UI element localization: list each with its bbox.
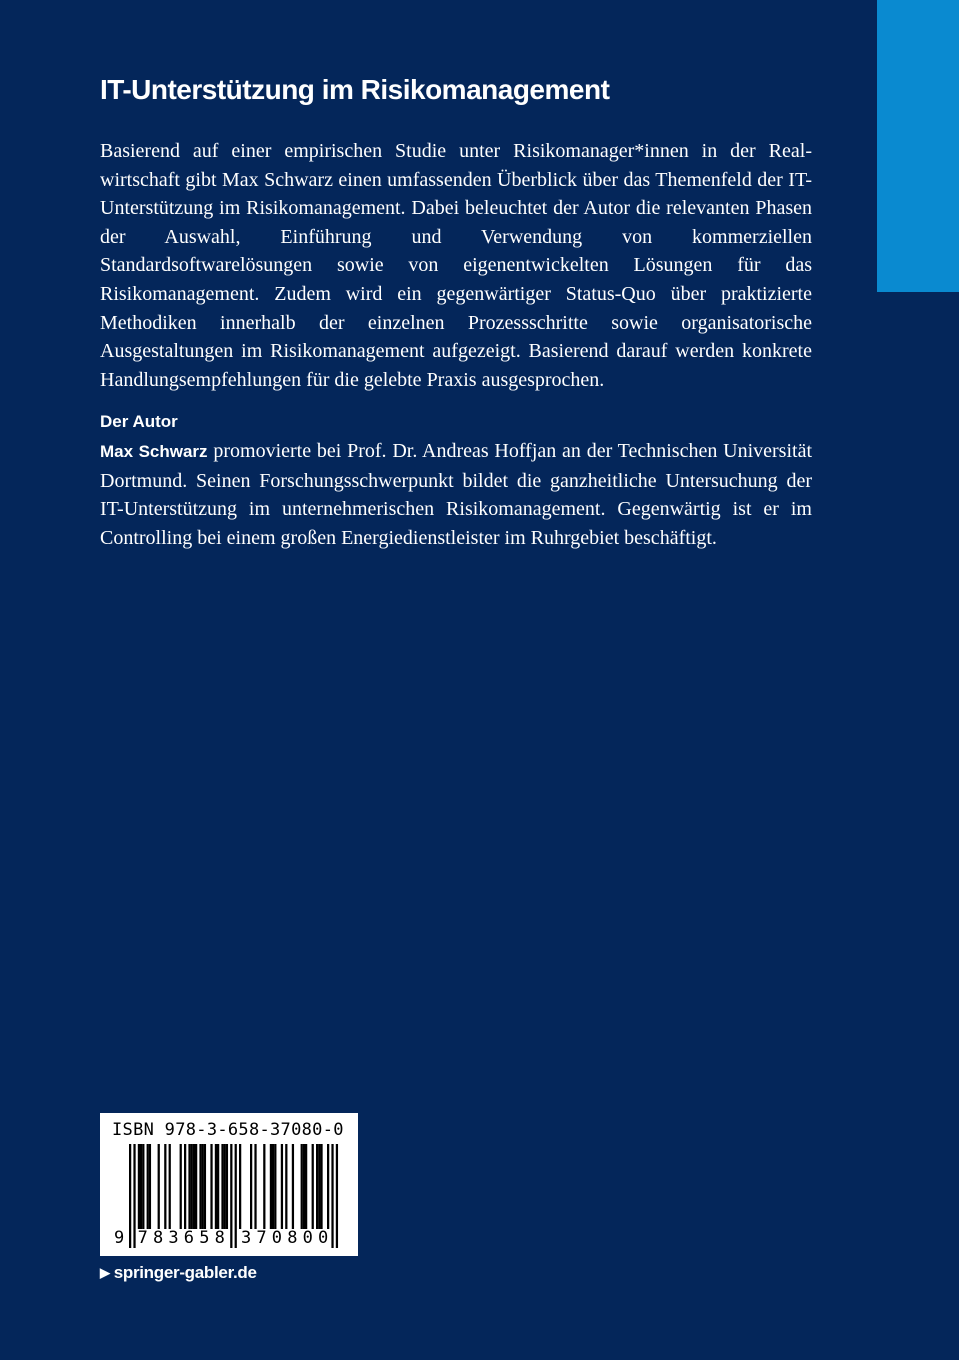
barcode-digit: 8 (214, 1228, 225, 1248)
barcode-bar (327, 1144, 329, 1229)
author-heading: Der Autor (100, 412, 178, 431)
barcode-bar (250, 1144, 252, 1229)
barcode-digit: 8 (153, 1228, 164, 1248)
isbn-barcode (100, 1113, 358, 1256)
barcode-bar (140, 1144, 142, 1229)
barcode-bar (195, 1144, 197, 1229)
barcode-bar (318, 1144, 320, 1229)
barcode-bar (254, 1144, 256, 1229)
barcode-bar (147, 1144, 149, 1229)
barcode-bar (188, 1144, 190, 1229)
barcode-bar (138, 1144, 140, 1229)
barcode-bar (221, 1144, 223, 1229)
barcode-bar (270, 1144, 272, 1229)
barcode-bar (272, 1144, 274, 1229)
barcode-bar (149, 1144, 151, 1229)
barcode-digit: 8 (287, 1228, 298, 1248)
barcode-bar (202, 1144, 204, 1229)
barcode-bar (184, 1144, 186, 1229)
isbn-label: ISBN 978-3-658-37080-0 (112, 1120, 344, 1140)
barcode-bar (217, 1144, 219, 1229)
barcode-bar (142, 1144, 144, 1229)
barcode-digit: 0 (318, 1228, 329, 1248)
author-bio (100, 437, 812, 552)
accent-bar (877, 0, 959, 292)
barcode-digit: 5 (199, 1228, 210, 1248)
barcode-bar (320, 1144, 322, 1229)
barcode-bar (301, 1144, 303, 1229)
barcode-digit: 3 (168, 1228, 179, 1248)
publisher-website-text: springer-gabler.de (113, 1263, 257, 1282)
barcode-digit: 7 (256, 1228, 267, 1248)
barcode-bar (312, 1144, 314, 1229)
book-title: IT-Unterstützung im Risikomanagement (100, 74, 610, 105)
barcode-bar (215, 1144, 217, 1229)
barcode-bar (158, 1144, 160, 1229)
barcode-bar (169, 1144, 171, 1229)
barcode-digits (100, 1226, 358, 1250)
barcode-bar (204, 1144, 206, 1229)
barcode-bar (274, 1144, 276, 1229)
barcode-bar (239, 1144, 241, 1229)
barcode-bar (193, 1144, 195, 1229)
barcode-digit: 3 (241, 1228, 252, 1248)
barcode-bar (303, 1144, 305, 1229)
publisher-website[interactable] (100, 1261, 257, 1286)
barcode-digit: 0 (271, 1228, 283, 1248)
barcode-bar (226, 1144, 228, 1229)
barcode-bar (292, 1144, 294, 1229)
book-blurb: Basierend auf einer empirischen Studie unter Risikomanager*innen in der Realwirtschaft gibt Max Schwarz einen umfassenden Überblick über das Themenfeld der IT-Unterstützung im Risikomanagement. Dabei beleuchtet der Autor die relevanten Phasen der Auswahl, Einführung und Verwendung von kommerziellen Standardsoftwarelösungen sowie von eigenentwickelten Lösungen für das Risikomanagement. Zudem wird ein gegenwärtiger Status-Quo über praktizierte Methodiken innerhalb der einzelnen Prozessschritte sowie organisatorische Ausgestaltungen im Risikomanagement aufgezeigt. Basierend darauf werden konkrete Handlungsempfehlungen für die gelebte Praxis ausgesprochen. (100, 140, 812, 391)
triangle-right-icon: ▶ (100, 1265, 110, 1280)
barcode-bar (210, 1144, 212, 1229)
author-name: Max Schwarz (100, 442, 208, 461)
author-bio-text: promovierte bei Prof. Dr. Andreas Hoffjan an der Technischen Universität Dortmund. Seinen Forschungsschwerpunkt bildet die ganzheitliche Untersuchung der IT-Unterstützung im unternehmerischen Risikomanagement. Gegenwärtig ist er im Controlling bei einem großen Energiedienstleister im Ruhrgebiet beschäftigt. (100, 440, 812, 549)
barcode-digit: 7 (137, 1228, 148, 1248)
barcode-bar (180, 1144, 182, 1229)
barcode-bar (316, 1144, 318, 1229)
barcode-bar (285, 1144, 287, 1229)
barcode-bar (199, 1144, 201, 1229)
barcode-bar (281, 1144, 283, 1229)
barcode-digit: 6 (183, 1228, 195, 1248)
barcode-bar (164, 1144, 166, 1229)
barcode-bar (305, 1144, 307, 1229)
barcode-bar (263, 1144, 265, 1229)
barcode-digit: 9 (114, 1228, 125, 1248)
barcode-bar (224, 1144, 226, 1229)
barcode-digit: 0 (302, 1228, 313, 1248)
barcode-bar (191, 1144, 193, 1229)
